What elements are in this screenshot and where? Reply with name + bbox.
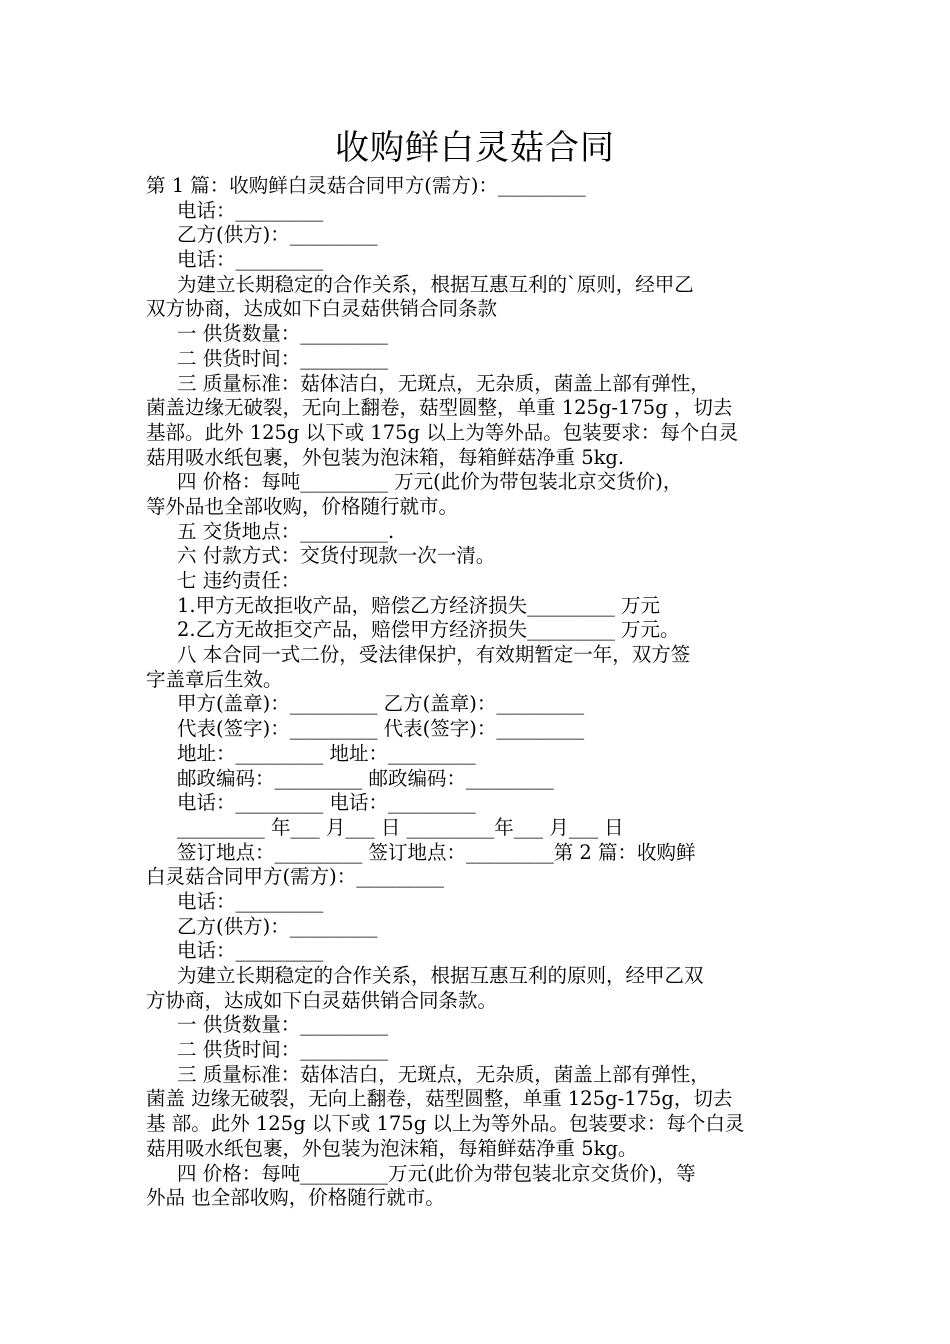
text-line: _________ 年___ 月___ 日 _________年___ 月___ 日 (146, 815, 624, 839)
text-line: 菇用吸水纸包裹，外包装为泡沫箱，每箱鲜菇净重 5kg。 (146, 1136, 638, 1160)
text-line: 等外品也全部收购，价格随行就市。 (146, 494, 459, 518)
text-line: 电话：_________ (146, 248, 324, 272)
document-title: 收购鲜白灵菇合同 (335, 128, 615, 168)
text-line: 四 价格：每吨_________万元(此价为带包装北京交货价)，等 (146, 1161, 696, 1185)
text-line: 一 供货数量：_________ (146, 322, 388, 346)
text-line: 为建立长期稳定的合作关系，根据互惠互利的`原则，经甲乙 (146, 272, 694, 296)
text-line: 电话：_________ 电话：_________ (146, 791, 476, 815)
text-line: 二 供货时间：_________ (146, 1038, 388, 1062)
text-line: 甲方(盖章)：_________ 乙方(盖章)：_________ (146, 692, 585, 716)
text-line: 八 本合同一式二份，受法律保护，有效期暂定一年，双方签 (146, 643, 691, 667)
text-line: 四 价格：每吨_________ 万元(此价为带包装北京交货价)， (146, 470, 683, 494)
text-line: 邮政编码：_________ 邮政编码：_________ (146, 766, 554, 790)
text-line: 二 供货时间：_________ (146, 346, 388, 370)
text-line: 六 付款方式：交货付现款一次一清。 (146, 544, 496, 568)
text-line: 电话：_________ (146, 198, 324, 222)
text-line: 方协商，达成如下白灵菇供销合同条款。 (146, 988, 498, 1012)
text-line: 签订地点：_________ 签订地点：_________第 2 篇：收购鲜 (146, 840, 696, 864)
text-line: 电话：_________ (146, 939, 324, 963)
text-line: 七 违约责任： (146, 569, 301, 592)
text-line: 基 部。此外 125g 以下或 175g 以上为等外品。包装要求：每个白灵 (146, 1112, 745, 1136)
text-line: 1.甲方无故拒收产品，赔偿乙方经济损失_________ 万元 (146, 593, 661, 617)
text-line: 地址：_________ 地址：_________ (146, 741, 476, 765)
text-line: 一 供货数量：_________ (146, 1013, 388, 1037)
text-line: 菌盖 边缘无破裂，无向上翻卷，菇型圆整，单重 125g-175g，切去 (146, 1087, 733, 1111)
text-line: 菇用吸水纸包裹，外包装为泡沫箱，每箱鲜菇净重 5kg. (146, 445, 625, 469)
text-line: 乙方(供方)：_________ (146, 914, 378, 938)
text-line: 为建立长期稳定的合作关系，根据互惠互利的原则，经甲乙双 (146, 964, 704, 987)
text-line: 第 1 篇：收购鲜白灵菇合同甲方(需方)：_________ (146, 174, 586, 197)
text-line: 2.乙方无故拒交产品，赔偿甲方经济损失_________ 万元。 (146, 618, 680, 642)
text-line: 外品 也全部收购，价格随行就市。 (146, 1186, 445, 1210)
text-line: 三 质量标准：菇体洁白，无斑点，无杂质，菌盖上部有弹性， (146, 371, 710, 395)
text-line: 菌盖边缘无破裂，无向上翻卷，菇型圆整，单重 125g-175g ，切去 (146, 396, 733, 420)
text-line: 电话：_________ (146, 889, 324, 913)
text-line: 代表(签字)：_________ 代表(签字)：_________ (146, 717, 585, 741)
text-line: 五 交货地点：_________. (146, 519, 395, 543)
text-line: 白灵菇合同甲方(需方)：_________ (146, 865, 444, 889)
text-line: 双方协商，达成如下白灵菇供销合同条款 (146, 297, 498, 321)
document-body (146, 174, 826, 1211)
text-line: 基部。此外 125g 以下或 175g 以上为等外品。包装要求：每个白灵 (146, 420, 739, 444)
text-line: 乙方(供方)：_________ (146, 223, 378, 247)
text-line: 三 质量标准：菇体洁白，无斑点，无杂质，菌盖上部有弹性， (146, 1062, 710, 1086)
text-line: 字盖章后生效。 (146, 667, 283, 691)
